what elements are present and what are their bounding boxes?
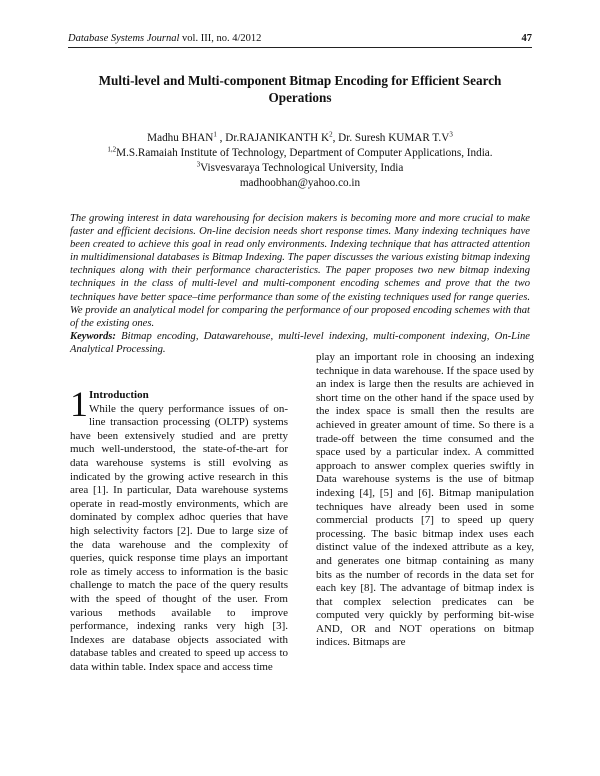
keywords-text: Bitmap encoding, Datawarehouse, multi-level indexing, multi-component indexing, On-Line Analytical Processing.: [70, 330, 530, 355]
author-2-sup: 2: [329, 130, 333, 139]
abstract-text: The growing interest in data warehousing for decision makers is becoming more and more crucial to make faster and efficient decisions. On-line decision needs short response times. Many indexing techniques have been created to achieve this goal in read only environments. Indexing technique that has attracted attention in multidimensional databases is Bitmap Indexing. The paper discusses the various existing bitmap indexing techniques along with their performance characteristics. The paper proposes two new bitmap indexing techniques in the class of multi-level and multi-component encoding schemes and prove that the two techniques have better space–time performance than some of the existing techniques used for range queries. We provide an analytical model for comparing the performance of our proposed encoding schemes with that of the existing ones.: [70, 213, 530, 329]
journal-name: Database Systems Journal: [68, 33, 180, 44]
abstract: [70, 212, 530, 356]
affiliation-2-text: Visvesvaraya Technological University, India: [200, 162, 404, 174]
header-journal-info: [68, 33, 261, 44]
affiliation-1-text: M.S.Ramaiah Institute of Technology, Department of Computer Applications, India.: [116, 147, 493, 159]
author-block: [70, 131, 530, 191]
body-column-right: [316, 351, 534, 650]
affiliation-1: [70, 146, 530, 161]
journal-volume: vol. III, no. 4/2012: [182, 33, 262, 44]
paper-title: Multi-level and Multi-component Bitmap Encoding for Efficient Search Operations: [98, 73, 502, 105]
intro-paragraph-right: play an important role in choosing an indexing technique in data warehouse. If the space used by an index is large then the results are achieved in short time on the other hand if the space used by the index space is small then the results are achieved in greater amount of time. So there is a trade-off between the time consumed and the space used by a particular index. A committed approach to answer complex queries swiftly in Data warehouse systems is the use of bitmap indexing [4], [5] and [6]. Bitmap manipulation techniques have already been used in some commercial products [7] to speed up query processing. The basic bitmap index uses each distinct value of the indexed attribute as a key, and generates one bitmap containing as many bits as the number of records in the data set for each key [8]. The advantage of bitmap index is that complex selection predicates can be computed very quickly by performing bit-wise AND, OR and NOT operations on bitmap indices. Bitmaps are: [316, 351, 534, 649]
intro-paragraph-left: While the query performance issues of on-line transaction processing (OLTP) systems have been extensively studied and are pretty much well-understood, the state-of-the-art for data warehouse systems is still evolving as indicated by the growing active research in this area [1]. In particular, Data warehouse systems operate in read-mostly environments, which are dominated by complex adhoc queries that have high selectivity factors [2]. Due to large size of the data warehouse and the complexity of queries, quick response time plays an important role as timely access to information is the basic challenge to match the pace of the query results with the speed of thought of the user. From various methods available to improve performance, indexing ranks very high [3]. Indexes are database objects associated with database tables and created to speed up access to data within table. Index space and access time: [70, 402, 288, 673]
author-3-sup: 3: [449, 130, 453, 139]
keywords-label: Keywords:: [70, 330, 116, 342]
section-number-dropcap: 1: [70, 384, 88, 424]
affiliation-2: [70, 161, 530, 176]
author-2: , Dr.RAJANIKANTH K: [216, 132, 330, 144]
author-email: madhoobhan@yahoo.co.in: [239, 177, 361, 189]
body-column-left: [70, 384, 288, 674]
page-number: 47: [521, 33, 532, 44]
author-3: , Dr. Suresh KUMAR T.V: [332, 132, 450, 144]
author-1: Madhu BHAN: [147, 132, 214, 144]
author-1-sup: 1: [213, 130, 217, 139]
author-names: [70, 131, 530, 146]
affiliation-1-sup: 1,2: [107, 145, 117, 154]
affiliation-2-sup: 3: [196, 160, 201, 169]
running-header: [68, 33, 532, 48]
section-title: Introduction: [89, 389, 149, 401]
